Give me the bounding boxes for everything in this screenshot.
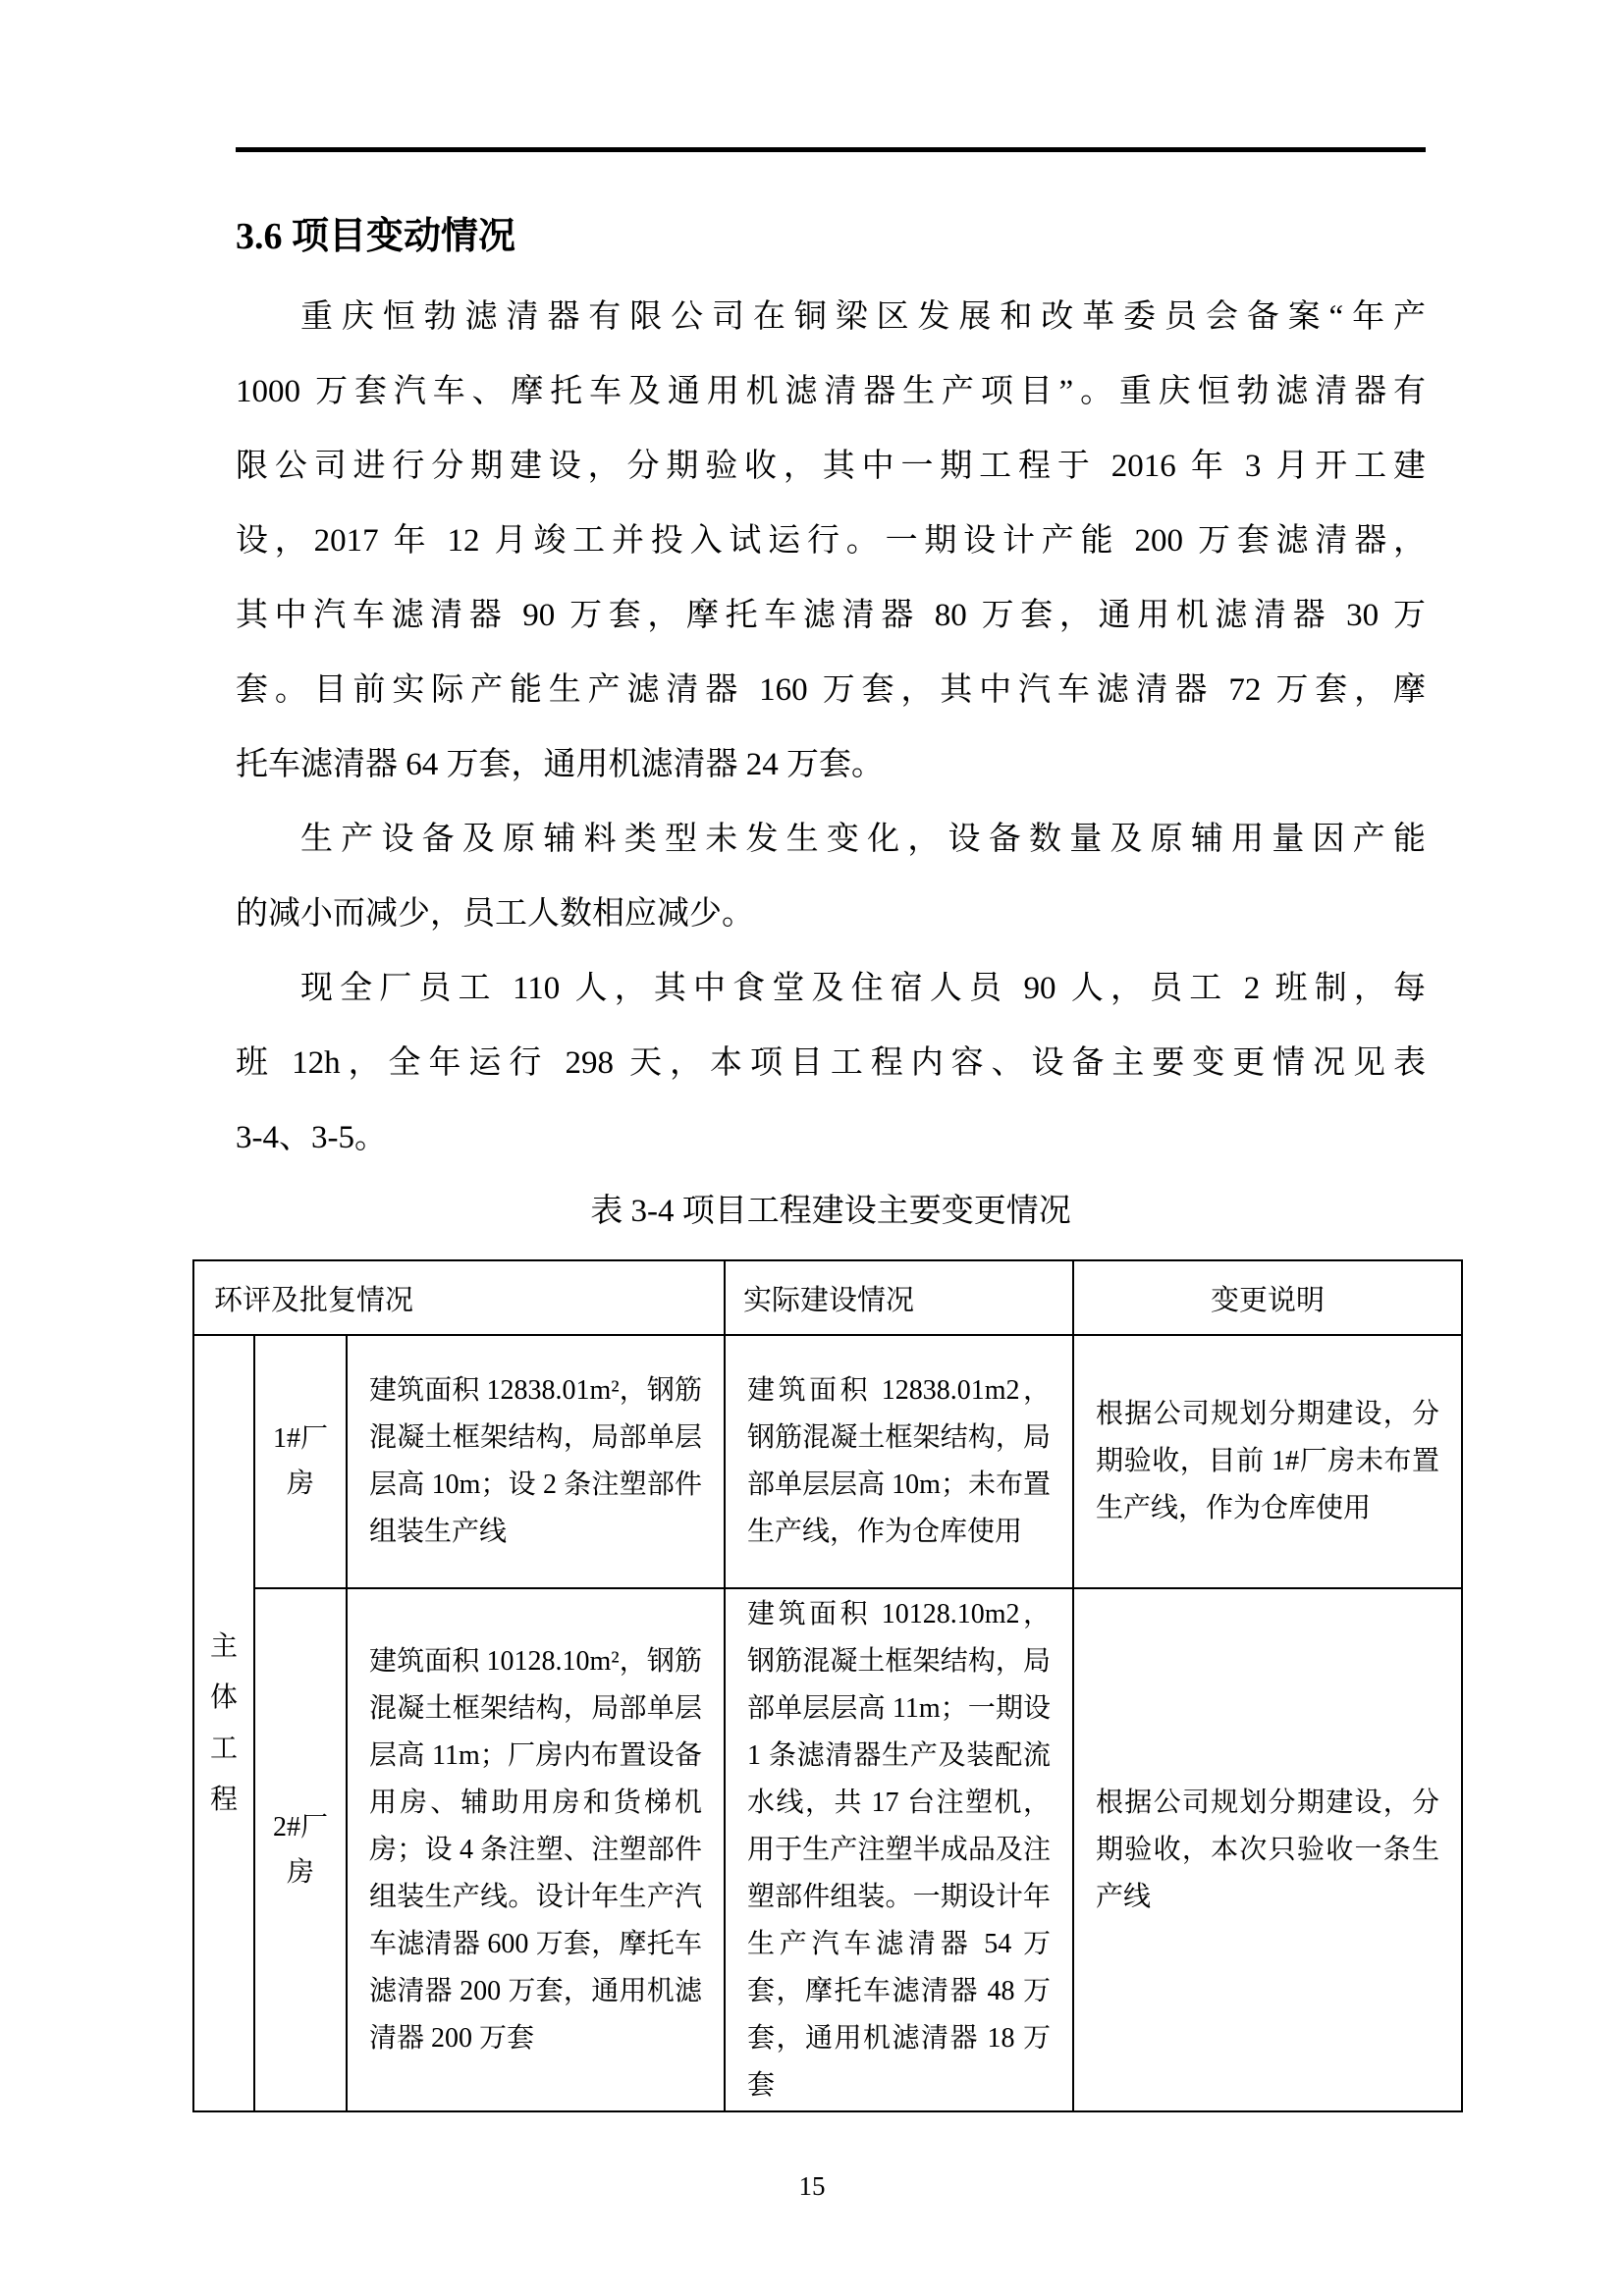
column-header-approval: 环评及批复情况 xyxy=(193,1260,725,1335)
row-label-factory-2: 2#厂房 xyxy=(254,1588,347,2111)
column-header-actual: 实际建设情况 xyxy=(725,1260,1073,1335)
paragraph-line: 生产设备及原辅料类型未发生变化，设备数量及原辅用量因产能 xyxy=(300,822,1426,857)
column-header-change: 变更说明 xyxy=(1073,1260,1462,1335)
table-header-row xyxy=(193,1260,1462,1335)
table-row-factory-2 xyxy=(193,1588,1462,2111)
paragraph-line: 其中汽车滤清器 90 万套，摩托车滤清器 80 万套，通用机滤清器 30 万 xyxy=(236,598,1426,633)
paragraph-line: 限公司进行分期建设，分期验收，其中一期工程于 2016 年 3 月开工建 xyxy=(236,449,1426,484)
table-row-factory-1 xyxy=(193,1335,1462,1588)
cell-change-factory-2: 根据公司规划分期建设，分期验收，本次只验收一条生产线 xyxy=(1073,1588,1462,2111)
paragraph-line: 设，2017 年 12 月竣工并投入试运行。一期设计产能 200 万套滤清器， xyxy=(236,523,1426,559)
paragraph-line: 1000 万套汽车、摩托车及通用机滤清器生产项目”。重庆恒勃滤清器有 xyxy=(236,374,1426,409)
body-text xyxy=(236,280,1426,1175)
cell-approval-factory-1: 建筑面积 12838.01m²，钢筋混凝土框架结构，局部单层层高 10m；设 2 条注塑部件组装生产线 xyxy=(347,1335,725,1588)
header-rule xyxy=(236,147,1426,152)
row-label-factory-1: 1#厂房 xyxy=(254,1335,347,1588)
paragraph-line: 托车滤清器 64 万套，通用机滤清器 24 万套。 xyxy=(236,747,884,782)
cell-approval-factory-2: 建筑面积 10128.10m²，钢筋混凝土框架结构，局部单层层高 11m；厂房内布置设备用房、辅助用房和货梯机房；设 4 条注塑、注塑部件组装生产线。设计年生产汽车滤清器 600 万套，摩托车滤清器 200 万套，通用机滤清器 200 万套 xyxy=(347,1588,725,2111)
cell-actual-factory-2: 建筑面积 10128.10m2，钢筋混凝土框架结构，局部单层层高 11m；一期设 1 条滤清器生产及装配流水线，共 17 台注塑机，用于生产注塑半成品及注塑部件组装。一期设计年生产汽车滤清器 54 万套，摩托车滤清器 48 万套，通用机滤清器 18 万套 xyxy=(725,1588,1073,2111)
cell-actual-factory-1: 建筑面积 12838.01m2，钢筋混凝土框架结构，局部单层层高 10m；未布置生产线，作为仓库使用 xyxy=(725,1335,1073,1588)
page-number: 15 xyxy=(798,2171,826,2201)
paragraph-line: 3-4、3-5。 xyxy=(236,1120,387,1155)
paragraph-line: 班 12h，全年运行 298 天，本项目工程内容、设备主要变更情况见表 xyxy=(236,1045,1426,1081)
paragraph-line: 套。目前实际产能生产滤清器 160 万套，其中汽车滤清器 72 万套，摩 xyxy=(236,672,1426,708)
row-group-label: 主体工程 xyxy=(193,1335,254,2111)
change-table xyxy=(192,1259,1463,2112)
section-heading: 3.6 项目变动情况 xyxy=(236,216,516,257)
paragraph-line: 现全厂员工 110 人，其中食堂及住宿人员 90 人，员工 2 班制，每 xyxy=(300,971,1426,1006)
paragraph-line: 重庆恒勃滤清器有限公司在铜梁区发展和改革委员会备案“年产 xyxy=(300,299,1426,335)
paragraph-line: 的减小而减少，员工人数相应减少。 xyxy=(236,896,754,932)
cell-change-factory-1: 根据公司规划分期建设，分期验收，目前 1#厂房未布置生产线，作为仓库使用 xyxy=(1073,1335,1462,1588)
table-caption: 表 3-4 项目工程建设主要变更情况 xyxy=(590,1194,1071,1229)
